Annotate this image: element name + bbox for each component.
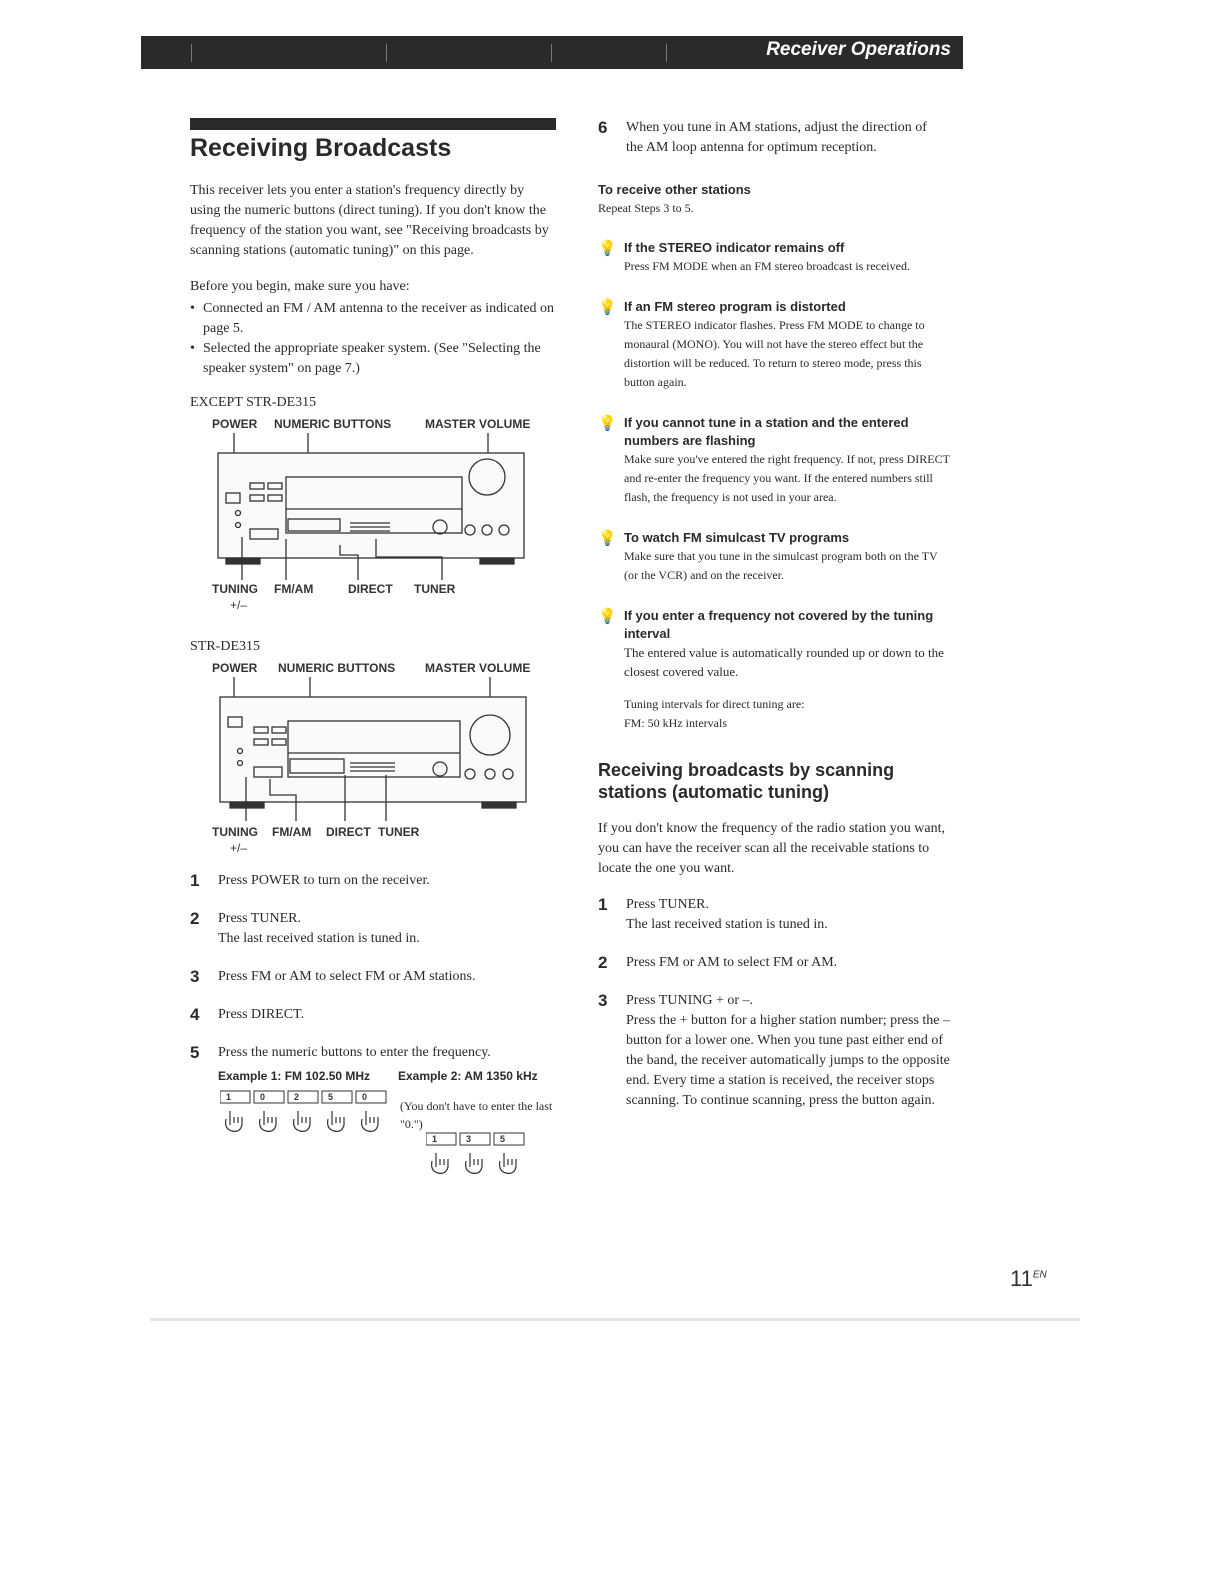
step-text: Press TUNER. bbox=[626, 897, 709, 912]
section-rule bbox=[190, 118, 556, 130]
scan-step-3 bbox=[598, 991, 968, 1111]
master-volume-label: MASTER VOLUME bbox=[425, 417, 531, 431]
lightbulb-icon: 💡 bbox=[598, 298, 617, 316]
step-2 bbox=[190, 909, 556, 949]
example-2-title: Example 2: AM 1350 kHz bbox=[398, 1069, 538, 1083]
other-stations-heading: To receive other stations bbox=[598, 182, 751, 197]
step-5 bbox=[190, 1043, 556, 1063]
intervals-line-2: FM: 50 kHz intervals bbox=[624, 716, 727, 730]
frequency-examples bbox=[218, 1069, 556, 1189]
power-label: POWER bbox=[212, 417, 258, 431]
step-subtext: The last received station is tuned in. bbox=[218, 931, 420, 946]
tuning-intervals bbox=[598, 695, 968, 733]
key-label: 0 bbox=[260, 1092, 266, 1102]
header-title: Receiver Operations bbox=[766, 39, 951, 60]
step-text: Press DIRECT. bbox=[218, 1007, 305, 1022]
step-number: 1 bbox=[190, 871, 200, 890]
steps-list bbox=[190, 871, 556, 1063]
tip-simulcast bbox=[598, 529, 968, 585]
step-3 bbox=[190, 967, 556, 987]
step-number: 4 bbox=[190, 1005, 200, 1024]
lightbulb-icon: 💡 bbox=[598, 239, 617, 257]
example-2-note: (You don't have to enter the last "0.") bbox=[400, 1099, 553, 1131]
step-text: When you tune in AM stations, adjust the direction of the AM loop antenna for optimum reception. bbox=[626, 120, 927, 155]
list-item: • Connected an FM / AM antenna to the receiver as indicated on page 5. bbox=[203, 299, 556, 339]
page-number bbox=[1010, 1266, 1047, 1292]
intro-paragraph: This receiver lets you enter a station's frequency directly by using the numeric buttons (direct tuning). If you don't know the frequency of the station you want, see "Receiving broadcasts by scanning stations (automatic tuning)" on this page. bbox=[190, 183, 549, 258]
fm-am-label: FM/AM bbox=[272, 825, 312, 839]
fm-am-label: FM/AM bbox=[274, 582, 314, 596]
example-2-keys bbox=[426, 1131, 536, 1201]
receiver-diagram-1 bbox=[190, 415, 556, 625]
tuning-plus-minus: +/– bbox=[230, 841, 248, 855]
master-volume-label: MASTER VOLUME bbox=[425, 661, 531, 675]
example-1-keys bbox=[220, 1089, 390, 1169]
step-number: 1 bbox=[598, 895, 608, 914]
tip-tuning-interval bbox=[598, 607, 968, 681]
receiver-diagram-2 bbox=[190, 659, 556, 869]
header-tick bbox=[551, 44, 552, 62]
tuning-plus-minus: +/– bbox=[230, 598, 248, 612]
step-text: Press FM or AM to select FM or AM. bbox=[626, 955, 838, 970]
scan-intro: If you don't know the frequency of the radio station you want, you can have the receiver scan all the receivable stations to locate the one you want. bbox=[598, 821, 945, 876]
section-title: Receiving Broadcasts bbox=[190, 134, 452, 162]
tip-heading: If you enter a frequency not covered by the tuning interval bbox=[624, 608, 934, 641]
model-label: EXCEPT STR-DE315 bbox=[190, 395, 317, 410]
tip-body: The entered value is automatically rounded up or down to the closest covered value. bbox=[624, 645, 944, 679]
key-label: 0 bbox=[362, 1092, 368, 1102]
page-number-value: 11 bbox=[1010, 1266, 1033, 1291]
step-text: Press the numeric buttons to enter the frequency. bbox=[218, 1045, 491, 1060]
header-tick bbox=[191, 44, 192, 62]
step-6 bbox=[598, 118, 968, 158]
scan-section-title: Receiving broadcasts by scanning stations (automatic tuning) bbox=[598, 760, 895, 802]
step-number: 3 bbox=[190, 967, 200, 986]
lightbulb-icon: 💡 bbox=[598, 607, 617, 625]
tip-heading: To watch FM simulcast TV programs bbox=[624, 530, 850, 545]
key-label: 5 bbox=[500, 1134, 506, 1144]
before-you-begin: Before you begin, make sure you have: bbox=[190, 279, 410, 294]
step-subtext: Press the + button for a higher station number; press the – button for a lower one. When you tune past either end of the band, the receiver automatically jumps to the opposite end. Every time a station is received, the receiver stops scanning. To continue scanning, press the button again. bbox=[626, 1013, 951, 1108]
header-tick bbox=[386, 44, 387, 62]
tuning-label: TUNING bbox=[212, 582, 258, 596]
scan-step-2 bbox=[598, 953, 968, 973]
step-number: 2 bbox=[190, 909, 200, 928]
tip-heading: If an FM stereo program is distorted bbox=[624, 299, 846, 314]
tip-stereo-off bbox=[598, 239, 968, 276]
bottom-rule bbox=[150, 1318, 1080, 1321]
key-label: 1 bbox=[432, 1134, 438, 1144]
power-label: POWER bbox=[212, 661, 258, 675]
model-label: STR-DE315 bbox=[190, 639, 260, 654]
numeric-buttons-label: NUMERIC BUTTONS bbox=[274, 417, 392, 431]
step-text: Press TUNING + or –. bbox=[626, 993, 754, 1008]
header-bar bbox=[141, 36, 963, 69]
step-number: 2 bbox=[598, 953, 608, 972]
requirements-list bbox=[190, 299, 556, 379]
page-number-suffix: EN bbox=[1032, 1269, 1047, 1281]
tip-numbers-flashing bbox=[598, 414, 968, 507]
key-label: 5 bbox=[328, 1092, 334, 1102]
key-label: 2 bbox=[294, 1092, 300, 1102]
step-text: Press FM or AM to select FM or AM stations. bbox=[218, 969, 476, 984]
other-stations-text: Repeat Steps 3 to 5. bbox=[598, 201, 694, 215]
scan-step-1 bbox=[598, 895, 968, 935]
lightbulb-icon: 💡 bbox=[598, 414, 617, 432]
list-item: • Selected the appropriate speaker system. (See "Selecting the speaker system" on page 7.) bbox=[203, 339, 556, 379]
direct-label: DIRECT bbox=[348, 582, 393, 596]
intervals-line-1: Tuning intervals for direct tuning are: bbox=[624, 697, 805, 711]
direct-label: DIRECT bbox=[326, 825, 371, 839]
step-subtext: The last received station is tuned in. bbox=[626, 917, 828, 932]
step-1 bbox=[190, 871, 556, 891]
tip-heading: If the STEREO indicator remains off bbox=[624, 240, 845, 255]
numeric-buttons-label: NUMERIC BUTTONS bbox=[278, 661, 396, 675]
step-number: 5 bbox=[190, 1043, 200, 1062]
tuner-label: TUNER bbox=[414, 582, 456, 596]
tip-body: Make sure that you tune in the simulcast program both on the TV (or the VCR) and on the receiver. bbox=[624, 549, 938, 582]
step-text: Press TUNER. bbox=[218, 911, 301, 926]
key-label: 3 bbox=[466, 1134, 472, 1144]
step-number: 6 bbox=[598, 118, 608, 137]
tip-stereo-distorted bbox=[598, 298, 968, 392]
tuning-label: TUNING bbox=[212, 825, 258, 839]
left-column bbox=[190, 118, 556, 1189]
step-4 bbox=[190, 1005, 556, 1025]
tip-body: The STEREO indicator flashes. Press FM MODE to change to monaural (MONO). You will not have the stereo effect but the distortion will be reduced. To return to stereo mode, press this button again. bbox=[624, 318, 925, 389]
tip-heading: If you cannot tune in a station and the entered numbers are flashing bbox=[624, 415, 909, 448]
example-1-title: Example 1: FM 102.50 MHz bbox=[218, 1069, 371, 1083]
lightbulb-icon: 💡 bbox=[598, 529, 617, 547]
step-text: Press POWER to turn on the receiver. bbox=[218, 873, 430, 888]
tip-body: Press FM MODE when an FM stereo broadcast is received. bbox=[624, 259, 910, 273]
tuner-label: TUNER bbox=[378, 825, 420, 839]
right-column bbox=[598, 118, 968, 1129]
header-tick bbox=[666, 44, 667, 62]
step-number: 3 bbox=[598, 991, 608, 1010]
tip-body: Make sure you've entered the right frequency. If not, press DIRECT and re-enter the frequency you want. If the entered numbers still flash, the frequency is not used in your area. bbox=[624, 452, 950, 504]
key-label: 1 bbox=[226, 1092, 232, 1102]
